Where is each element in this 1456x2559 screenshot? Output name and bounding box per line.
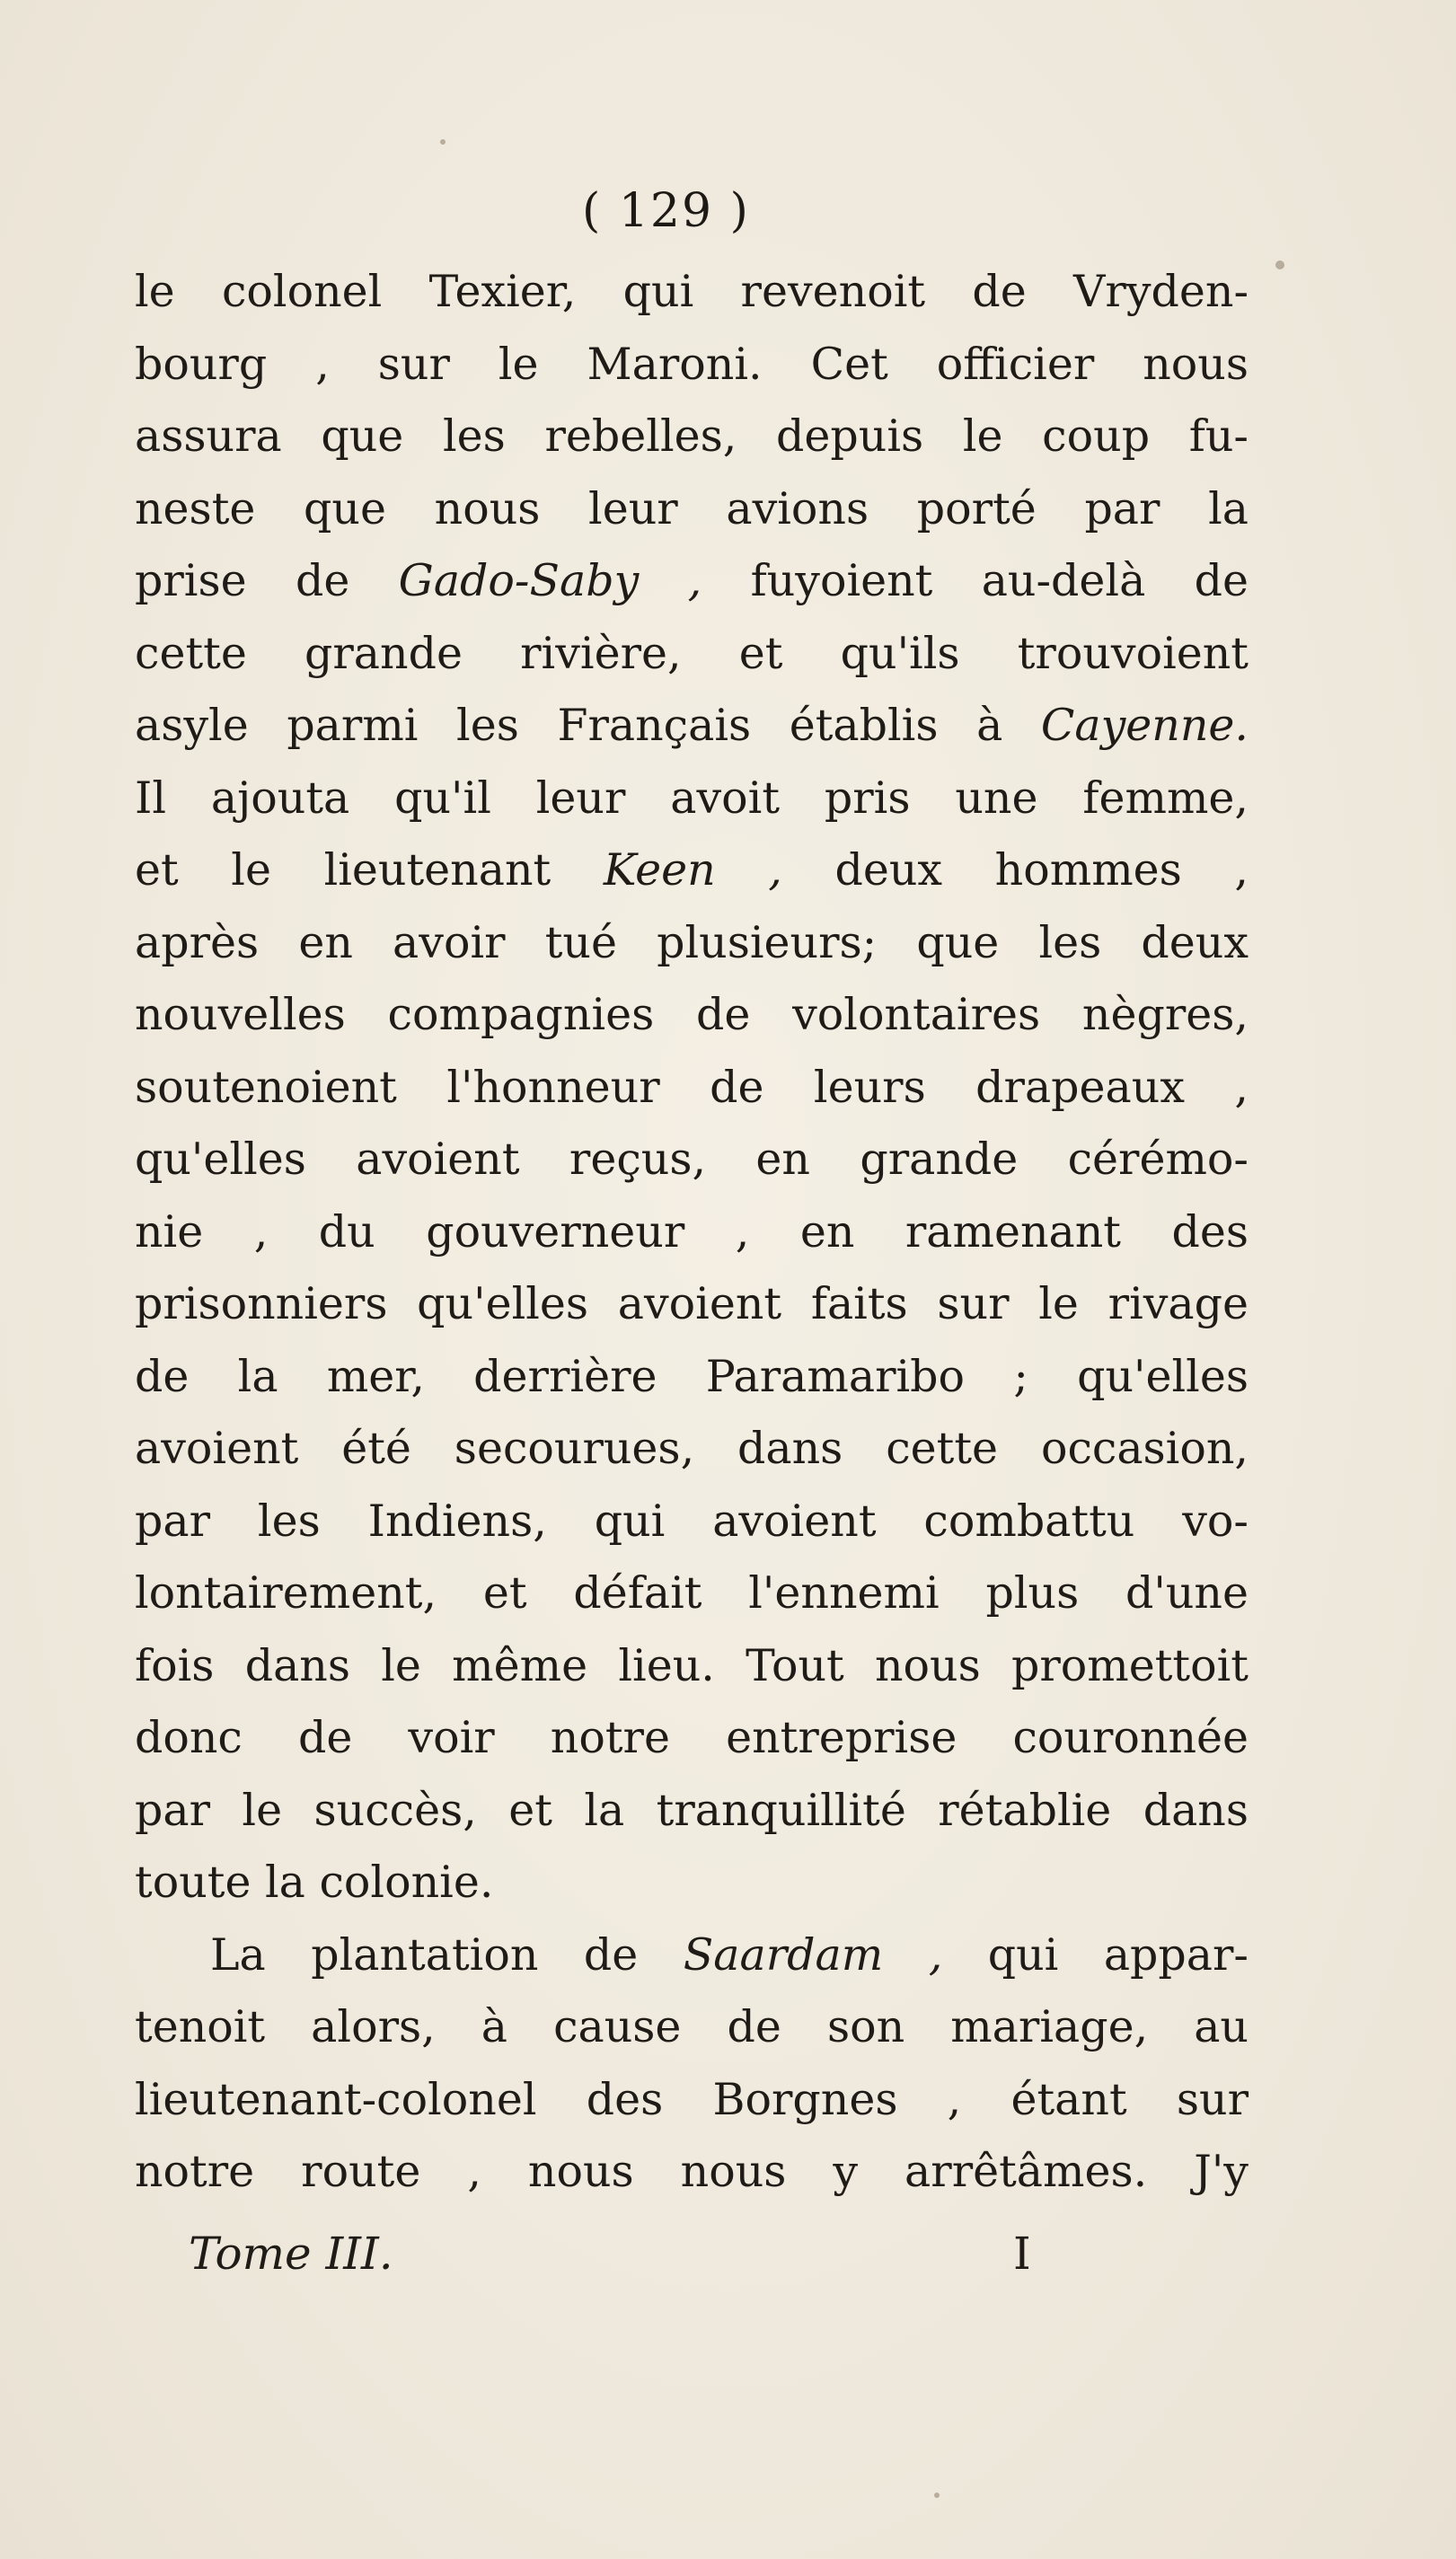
text-segment: lieutenant-colonel des Borgnes , étant sur (135, 2073, 1249, 2125)
text-segment: deux hommes , (781, 844, 1249, 896)
body-text (135, 256, 1249, 2209)
text-line (135, 1919, 1249, 1992)
text-segment: avoient été secourues, dans cette occasion, (135, 1423, 1249, 1474)
page-number: ( 129 ) (582, 184, 750, 238)
text-line (135, 2064, 1249, 2137)
italic-text: Gado-Saby , (398, 555, 702, 606)
text-line (135, 1052, 1249, 1125)
text-line (135, 1413, 1249, 1486)
paper-speck (934, 2493, 940, 2498)
italic-text: Saardam , (683, 1928, 943, 1981)
italic-text: Keen , (603, 844, 782, 896)
text-segment: assura que les rebelles, depuis le coup fu- (135, 410, 1249, 462)
text-line (135, 1702, 1249, 1775)
text-line (135, 1196, 1249, 1269)
text-line (135, 329, 1249, 401)
text-segment: lontairement, et défait l'ennemi plus d'une (135, 1567, 1249, 1619)
text-line (135, 1630, 1249, 1703)
text-segment: par le succès, et la tranquillité rétablie dans (135, 1784, 1249, 1836)
text-line (135, 473, 1249, 546)
signature-mark: I (1013, 2228, 1031, 2280)
text-line (135, 1124, 1249, 1196)
text-segment: fuyoient au-delà de (702, 555, 1249, 606)
text-line (135, 834, 1249, 907)
text-segment: soutenoient l'honneur de leurs drapeaux , (135, 1061, 1249, 1113)
text-line (135, 1847, 1249, 1919)
text-line (135, 401, 1249, 473)
text-segment: nouvelles compagnies de volontaires nègres, (135, 989, 1249, 1040)
text-segment: après en avoir tué plusieurs; que les deux (135, 916, 1249, 968)
text-segment: notre route , nous nous y arrêtâmes. J'y (135, 2146, 1249, 2197)
text-line (135, 256, 1249, 329)
text-segment: bourg , sur le Maroni. Cet officier nous (135, 338, 1249, 390)
volume-label: Tome III. (189, 2228, 393, 2280)
paper-speck (1275, 260, 1284, 269)
text-segment: La plantation de (210, 1928, 684, 1981)
text-line (135, 1991, 1249, 2064)
text-line (135, 907, 1249, 980)
text-segment: qu'elles avoient reçus, en grande cérémo- (135, 1134, 1249, 1185)
text-segment: par les Indiens, qui avoient combattu vo- (135, 1495, 1249, 1547)
text-segment: prise de (135, 555, 399, 606)
text-line (135, 1557, 1249, 1630)
text-line (135, 1775, 1249, 1848)
text-line (135, 618, 1249, 691)
text-segment: neste que nous leur avions porté par la (135, 482, 1249, 534)
text-segment: Il ajouta qu'il leur avoit pris une femme, (135, 772, 1249, 824)
text-line (135, 763, 1249, 835)
text-segment: asyle parmi les Français établis à (135, 700, 1041, 751)
text-segment: et le lieutenant (135, 844, 604, 896)
text-line (135, 1486, 1249, 1558)
text-line (135, 1341, 1249, 1414)
text-segment: prisonniers qu'elles avoient faits sur le rivage (135, 1278, 1249, 1329)
text-segment: de la mer, derrière Paramaribo ; qu'elles (135, 1350, 1249, 1402)
text-line (135, 2136, 1249, 2209)
italic-text: Cayenne. (1040, 700, 1249, 751)
text-segment: fois dans le même lieu. Tout nous promettoit (135, 1639, 1249, 1691)
text-line (135, 979, 1249, 1052)
text-segment: toute la colonie. (135, 1857, 494, 1908)
text-segment: nie , du gouverneur , en ramenant des (135, 1205, 1249, 1257)
text-line (135, 545, 1249, 618)
paper-speck (440, 139, 446, 145)
text-segment: qui appar- (942, 1928, 1249, 1981)
text-segment: le colonel Texier, qui revenoit de Vryden- (135, 266, 1249, 317)
text-segment: donc de voir notre entreprise couronnée (135, 1712, 1249, 1763)
text-line (135, 1268, 1249, 1341)
text-segment: cette grande rivière, et qu'ils trouvoient (135, 627, 1249, 679)
text-segment: tenoit alors, à cause de son mariage, au (135, 2001, 1249, 2052)
text-line (135, 690, 1249, 763)
